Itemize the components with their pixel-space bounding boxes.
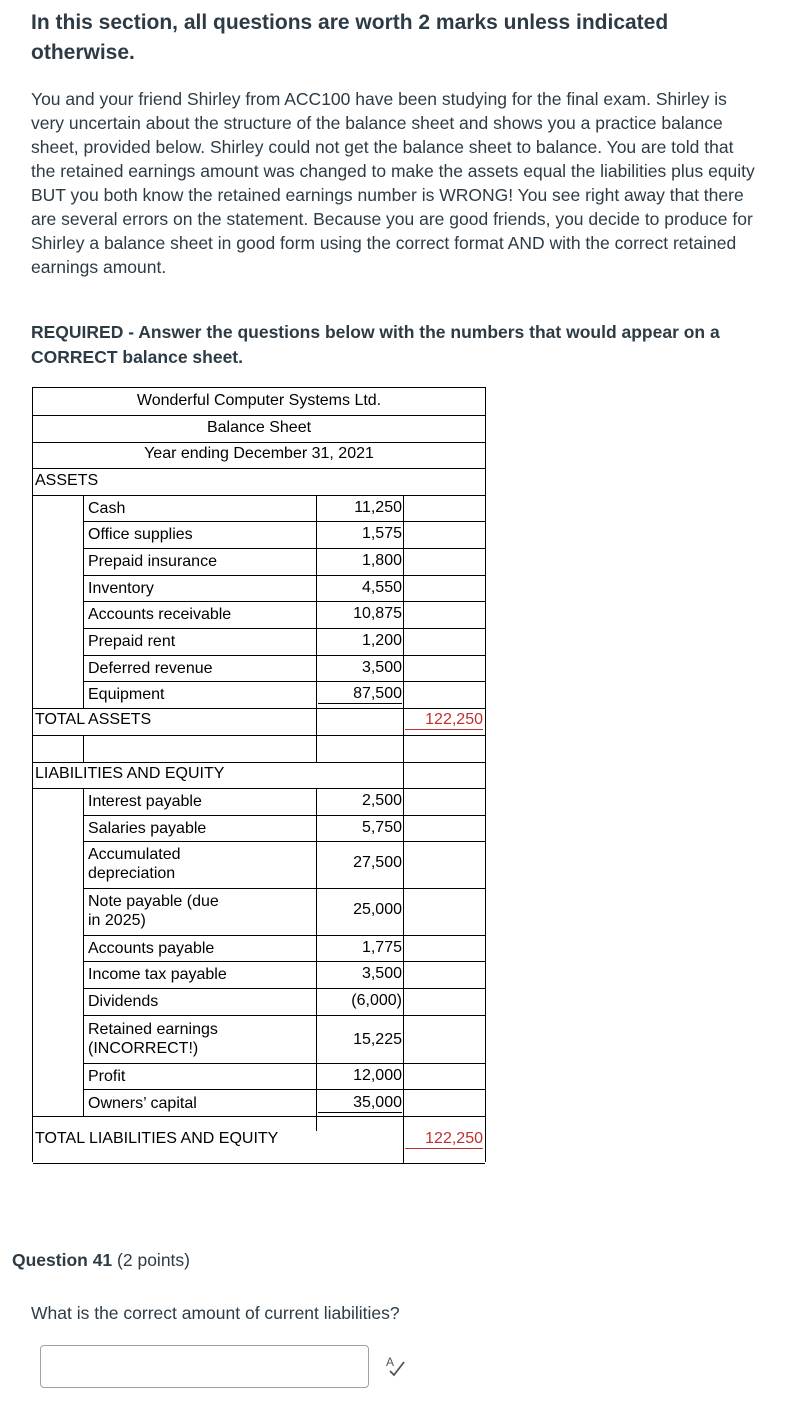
le-amount: (6,000) bbox=[351, 992, 402, 1009]
le-label: Accounts payable bbox=[88, 940, 215, 957]
le-amount: 5,750 bbox=[361, 819, 402, 836]
asset-amount: 1,200 bbox=[361, 632, 402, 649]
asset-label: Deferred revenue bbox=[88, 660, 213, 677]
total-le-label: TOTAL LIABILITIES AND EQUITY bbox=[35, 1130, 279, 1147]
asset-amount: 3,500 bbox=[361, 659, 402, 676]
le-amount: 2,500 bbox=[361, 792, 402, 809]
asset-label: Office supplies bbox=[88, 526, 193, 543]
answer-input[interactable] bbox=[40, 1345, 369, 1388]
asset-amount: 1,575 bbox=[361, 525, 402, 542]
le-amount: 27,500 bbox=[353, 854, 402, 871]
bs-period: Year ending December 31, 2021 bbox=[144, 445, 374, 462]
asset-label: Inventory bbox=[88, 580, 154, 597]
balance-sheet-table bbox=[32, 387, 486, 1162]
le-amount: 35,000 bbox=[318, 1094, 402, 1113]
svg-text:A: A bbox=[386, 1355, 395, 1369]
question-number: Question 41 bbox=[12, 1250, 113, 1270]
asset-label: Prepaid insurance bbox=[88, 553, 217, 570]
question-text: What is the correct amount of current liabilities? bbox=[31, 1303, 400, 1323]
assets-header: ASSETS bbox=[35, 472, 99, 489]
asset-amount: 10,875 bbox=[353, 605, 402, 622]
spell-check-icon[interactable] bbox=[383, 1353, 409, 1379]
asset-amount: 4,550 bbox=[361, 579, 402, 596]
asset-amount: 1,800 bbox=[361, 552, 402, 569]
le-label: Retained earnings (INCORRECT!) bbox=[88, 1021, 218, 1057]
question-title bbox=[12, 1250, 190, 1271]
total-assets-label: TOTAL ASSETS bbox=[35, 711, 152, 728]
asset-label: Prepaid rent bbox=[88, 633, 176, 650]
le-amount: 12,000 bbox=[353, 1067, 402, 1084]
intro-paragraph: You and your friend Shirley from ACC100 have been studying for the final exam. Shirley is very uncertain about the structure of the balance sheet and shows you a practice balance sheet, provided below. Shirley could not get the balance sheet to balance. You are told that the retained earnings amount was changed to make the assets equal the liabilities plus equity BUT you both know the retained earnings number is WRONG! You see right away that there are several errors on the statement. Because you are good friends, you decide to produce for Shirley a balance sheet in good form using the correct format AND with the correct retained earnings amount. bbox=[31, 89, 755, 277]
bs-company: Wonderful Computer Systems Ltd. bbox=[136, 392, 382, 409]
required-instructions: REQUIRED - Answer the questions below with the numbers that would appear on a CORRECT balance sheet. bbox=[31, 322, 720, 367]
asset-amount: 11,250 bbox=[354, 499, 402, 516]
asset-label: Equipment bbox=[88, 686, 165, 703]
section-heading: In this section, all questions are worth 2 marks unless indicated otherwise. bbox=[31, 11, 669, 64]
total-assets-amount: 122,250 bbox=[405, 711, 483, 730]
le-amount: 1,775 bbox=[361, 939, 402, 956]
le-label: Profit bbox=[88, 1068, 126, 1085]
le-amount: 3,500 bbox=[361, 965, 402, 982]
le-label: Salaries payable bbox=[88, 820, 207, 837]
bs-statement: Balance Sheet bbox=[206, 419, 312, 436]
asset-label: Cash bbox=[88, 500, 126, 517]
le-label: Note payable (due in 2025) bbox=[88, 893, 219, 929]
le-amount: 15,225 bbox=[353, 1031, 402, 1048]
le-label: Income tax payable bbox=[88, 966, 227, 983]
total-le-amount: 122,250 bbox=[405, 1130, 483, 1149]
le-label: Owners’ capital bbox=[88, 1095, 197, 1112]
le-label: Accumulated depreciation bbox=[88, 846, 181, 882]
le-header: LIABILITIES AND EQUITY bbox=[35, 765, 225, 782]
asset-amount: 87,500 bbox=[318, 685, 402, 704]
le-label: Dividends bbox=[88, 993, 159, 1010]
le-amount: 25,000 bbox=[353, 901, 402, 918]
asset-label: Accounts receivable bbox=[88, 606, 232, 623]
question-points: (2 points) bbox=[117, 1250, 190, 1270]
le-label: Interest payable bbox=[88, 793, 202, 810]
